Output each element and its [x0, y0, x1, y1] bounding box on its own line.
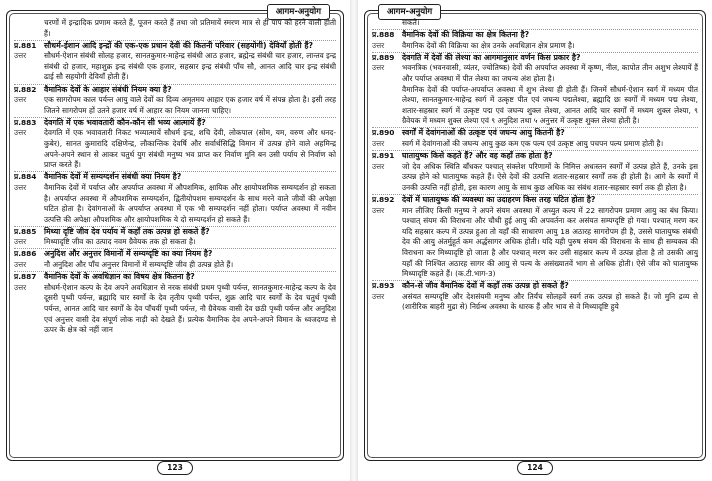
- answer-label: उत्तर: [372, 139, 385, 149]
- question-number: प्र.884: [14, 172, 37, 182]
- answer-row: [14, 95, 336, 116]
- answer-label: उत्तर: [14, 128, 27, 138]
- question-text: देवों में घातायुष्क की व्यवस्था का उदाहरण किस तरह घटित होता है?: [402, 195, 596, 204]
- question-number: प्र.885: [14, 226, 37, 236]
- answer-text: मान लीजिए किसी मनुष्य ने अपने संयम अवस्था में अच्युत कल्प में 22 सागरोपम प्रमाण आयु का बंध किया। पश्चात् संयम की विराधना और चौथी हुई आयु की अपवर्तना कर असंयत सम्यग्दृष्टि हो गया। पश्चात् मरण कर यदि सहस्रार कल्प में उत्पन्न हुआ तो यहाँ की साधारण आयु 18 अठारह सागरोपम ही है, उससे घातायुष्क संबंधी देव की आयु अंतर्मुहूर्त कम अर्द्धसागर अधिक होती। यदि यही पुरुष संयम की विराधना के साथ ही सम्यक्त्व की विराधना कर मिथ्यादृष्टि हो जाता है और पश्चात् मरण कर उसी सहस्रार कल्प में उत्पन्न होता है तो उसकी आयु यहाँ की निश्चित अठारह सागर की आयु से पल्य के असंख्यातवें भाग से अधिक होती। ऐसे जीव को घातायुष्क मिथ्यादृष्टि कहते हैं। (क.टी.भाग-3): [402, 205, 698, 279]
- answer-text: जो देव अधिक स्थिति बाँधकर पश्चात् संक्लेश परिणामों के निमित्त अधःस्तन स्वर्गों में उत्पन्न होते हैं, उनके इस उत्पन्न होने को घातायुष्क कहते हैं। ऐसे देवों की उत्पत्ति शतार-सहस्रार स्वर्गों तक ही होती है। आगे के स्वर्गों में उनकी उत्पत्ति नहीं होती, इस कारण आयु के साथ कुछ अधिक का संबंध शतार-सहस्रार स्वर्ग तक ही होता है।: [402, 161, 698, 192]
- question-row: [372, 194, 698, 206]
- answer-text: वैमानिक देवों की पर्याप्त-अपर्याप्त अवस्था में शुभ लेश्या ही होती हैं। जिनमें सौधर्म-ऐशान स्वर्ग में मध्यम पीत लेश्या, सानतकुमार-माहेन्द्र स्वर्ग में उत्कृष्ट पीत एवं जघन्य पद्मलेश्या, ब्रह्मादि छः स्वर्गों में मध्यम पद्म लेश्या, शतार-सहस्रार स्वर्ग में उत्कृष्ट पद्म एवं जघन्य शुक्ल लेश्या, आनत आदि चार स्वर्गों में मध्यम शुक्ल लेश्या, ९ ग्रैवेयक में मध्यम शुक्ल लेश्या एवं ९ अनुदिश तथा ५ अनुत्तर में उत्कृष्ट शुक्ल लेश्या होती है।: [402, 84, 698, 126]
- running-header: आगम-अनुयोग: [378, 4, 441, 20]
- answer-label: उत्तर: [372, 40, 385, 50]
- answer-label: उत्तर: [14, 95, 27, 105]
- question-number: प्र.881: [14, 40, 37, 50]
- answer-label: उत्तर: [14, 237, 27, 247]
- question-text: वैमानिक देवों में सम्यग्दर्शन संबंधी क्या नियम है?: [44, 172, 182, 182]
- page-number: 124: [517, 461, 553, 475]
- question-row: [14, 40, 336, 52]
- question-text: सौधर्म-ईशान आदि इन्द्रों की एक-एक प्रधान देवी की कितनी परिवार (सहयोगी) देवियाँ होती हैं?: [44, 40, 313, 50]
- question-number: प्र.890: [372, 128, 395, 138]
- question-text: अनुदिश और अनुत्तर विमानों में सम्यग्दृष्टि का क्या नियम है?: [44, 249, 213, 259]
- question-text: मिथ्या दृष्टि जीव देव पर्याय में कहाँ तक उत्पन्न हो सकते हैं?: [44, 226, 210, 236]
- book-gutter: [350, 0, 358, 481]
- answer-text: एक सागरोपम काल पर्यन्त आयु वाले देवों का दिव्य अमृतमय आहार एक हजार वर्ष में संपन्न होता है। इसी तरह जितने सागरोपम हों उतने हजार वर्ष में आहार का नियम जानना चाहिए।: [44, 95, 336, 115]
- question-text: कौन-से जीव वैमानिक देवों में कहाँ तक उत्पन्न हो सकते हैं?: [402, 281, 569, 291]
- answer-text: वैमानिक देवों में पर्याप्त और अपर्याप्त अवस्था में औपशमिक, क्षायिक और क्षायोपशमिक सम्यग्दर्शन हो सकता है। अपर्याप्त अवस्था में औपशमिक सम्यग्दर्शन, द्वितीयोपशम सम्यग्दर्शन के साथ मरने वाले जीवों की अपेक्षा घटित होता है। देवांगनाओं के अपर्याप्त अवस्था में एक भी सम्यग्दर्शन नहीं होता। पर्याप्त अवस्था में नवीन उत्पत्ति की अपेक्षा औपशमिक और क्षायोपशमिक ये दो सम्यग्दर्शन हो सकते हैं।: [44, 182, 336, 224]
- answer-row: [14, 183, 336, 225]
- answer-label: उत्तर: [14, 260, 27, 270]
- answer-label: उत्तर: [372, 161, 385, 171]
- answer-row: [14, 51, 336, 83]
- question-row: [372, 52, 698, 64]
- answer-row: [372, 63, 698, 84]
- question-row: [14, 248, 336, 260]
- answer-text: वैमानिक देवों की विक्रिया का क्षेत्र उनके अवधिज्ञान क्षेत्र प्रमाण है।: [402, 40, 575, 50]
- question-row: [14, 171, 336, 183]
- question-row: [14, 271, 336, 283]
- question-number: प्र.882: [14, 84, 37, 94]
- question-text: देवगति में एक भवावतारी कौन-कौन सी भव्य आत्मायें हैं?: [44, 117, 206, 127]
- answer-label: उत्तर: [372, 205, 385, 215]
- question-row: [372, 127, 698, 139]
- left-page-body: [14, 18, 336, 453]
- right-page-body: [372, 18, 698, 453]
- question-row: [14, 226, 336, 238]
- answer-text: स्वर्ग में देवांगनाओं की जघन्य आयु कुछ कम एक पल्य एवं उत्कृष्ट आयु पचपन पल्य प्रमाण होती है।: [402, 139, 664, 149]
- question-number: प्र.891: [372, 151, 395, 161]
- answer-text: देवगति में एक भवावतारी निकट भव्यात्मायें सौधर्म इन्द्र, शचि देवी, लोकपाल (सोम, यम, वरुण और धनद-कुबेर), सानत कुमारादि दक्षिणेन्द्र, लौकान्तिक देवर्षि और सर्वार्थसिद्धि विमान में उत्पन्न होने वाले अहमिन्द्र अपने-अपने स्थान से आकर चतुर्थ युग संबंधी मनुष्य भव प्राप्त कर निर्वाण मुनि बन उसी पर्याय से निर्वाण को प्राप्त करते हैं।: [44, 128, 336, 170]
- question-text: घातायुष्क किसे कहते हैं? और वह कहाँ तक होता है?: [402, 151, 553, 161]
- question-number: प्र.886: [14, 249, 37, 259]
- question-number: प्र.893: [372, 281, 395, 291]
- question-text: वैमानिक देवों के अवधिज्ञान का विषय क्षेत्र कितना है?: [44, 272, 195, 282]
- answer-text: चरणों में इन्द्रादिक प्रणाम करते हैं, पूजन करते हैं तथा जो प्रतिमायें स्मरण मात्र से ही पाप को हरने वाली होती हैं।: [44, 18, 336, 38]
- answer-text: सौधर्म-ऐशान कल्प के देव अपने अवधिज्ञान से नरक संबंधी प्रथम पृथ्वी पर्यन्त, सानतकुमार-माहेन्द्र कल्प के देव दूसरी पृथ्वी पर्यन्त, ब्रह्मादि चार स्वर्गों के देव तृतीय पृथ्वी पर्यन्त, शुक्र आदि चार स्वर्गों के देव चतुर्थ पृथ्वी पर्यन्त, आनत आदि चार स्वर्गों के देव पाँचवीं पृथ्वी पर्यन्त, नौ ग्रैवेयक वासी देव छठी पृथ्वी पर्यन्त और अनुदिश एवं अनुत्तर वासी देव संपूर्ण लोक नाड़ी को देखते हैं। प्रत्येक वैमानिक देव अपने-अपने विमान के ध्वजदण्ड से ऊपर के क्षेत्र को नहीं जान: [44, 282, 336, 335]
- question-row: [14, 84, 336, 96]
- answer-text: सकते।: [402, 18, 420, 27]
- running-header: आगम-अनुयोग: [267, 4, 330, 20]
- continuation-row: [372, 18, 698, 29]
- question-row: [372, 29, 698, 41]
- question-number: प्र.883: [14, 117, 37, 127]
- answer-row: [14, 283, 336, 336]
- question-text: स्वर्गों में देवांगनाओं की उत्कृष्ट एवं जघन्य आयु कितनी है?: [402, 128, 565, 138]
- question-number: प्र.887: [14, 272, 37, 282]
- question-number: प्र.892: [372, 195, 395, 204]
- question-row: [14, 117, 336, 129]
- answer-row: [372, 139, 698, 150]
- answer-row: [372, 41, 698, 52]
- answer-row: [372, 292, 698, 313]
- question-text: वैमानिक देवों के आहार संबंधी नियम क्या है?: [44, 84, 172, 94]
- question-number: प्र.888: [372, 30, 395, 40]
- answer-label: उत्तर: [372, 291, 385, 301]
- answer-text: सौधर्म-ऐशान संबंधी सोलह हजार, सानतकुमार-माहेन्द्र संबंधी आठ हजार, ब्रह्मेन्द्र संबंधी चार हजार, लान्तव इन्द्र संबंधी दो हजार, महाशुक्र इन्द्र संबंधी एक हजार, सहस्रार इन्द्र संबंधी पाँच सौ, आनत आदि चार इन्द्र संबंधी ढाई सौ सहयोगी देवियाँ होती हैं।: [44, 51, 336, 82]
- question-text: देवगति में देवों की लेश्या का आगमानुसार वर्णन किस प्रकार है?: [402, 52, 581, 62]
- answer-label: उत्तर: [14, 51, 27, 61]
- answer-label: उत्तर: [372, 63, 385, 73]
- question-row: [372, 280, 698, 292]
- continuation-row: [14, 18, 336, 39]
- question-text: वैमानिक देवों की विक्रिया का क्षेत्र कितना है?: [402, 30, 530, 40]
- answer-row: [14, 237, 336, 248]
- question-number: प्र.889: [372, 52, 395, 62]
- answer-text: नौ अनुदिश और पाँच अनुत्तर विमानों में सम्यग्दृष्टि जीव ही उत्पन्न होते हैं।: [44, 260, 234, 270]
- answer-text: मिथ्यादृष्टि जीव का उत्पाद नवम ग्रैवेयक तक हो सकता है।: [44, 237, 196, 247]
- answer-label: उत्तर: [14, 282, 27, 292]
- right-page: [358, 0, 712, 481]
- answer-text: भवनत्रिक (भवनवासी, व्यंतर, ज्योतिष्क) देवों की अपर्याप्त अवस्था में कृष्ण, नील, कापोत तीन अशुभ लेश्यायें हैं और पर्याप्त अवस्था में पीत लेश्या का जघन्य अंश होता है।: [402, 63, 698, 83]
- continuation-row: [372, 85, 698, 127]
- answer-row: [14, 260, 336, 271]
- answer-label: उत्तर: [14, 182, 27, 192]
- answer-row: [372, 162, 698, 194]
- question-row: [372, 150, 698, 162]
- answer-row: [14, 128, 336, 170]
- answer-row: [372, 206, 698, 280]
- page-number: 123: [157, 461, 193, 475]
- left-page: [0, 0, 350, 481]
- answer-text: असंयत सम्यग्दृष्टि और देशसंयमी मनुष्य और तिर्यंच सोलहवें स्वर्ग तक उत्पन्न हो सकते हैं। जो मुनि द्रव्य से (शारीरिक बाहरी मुद्रा से) निर्ग्रन्थ अवस्था के धारक हैं और भाव से वे मिथ्यादृष्टि हुये: [402, 291, 698, 312]
